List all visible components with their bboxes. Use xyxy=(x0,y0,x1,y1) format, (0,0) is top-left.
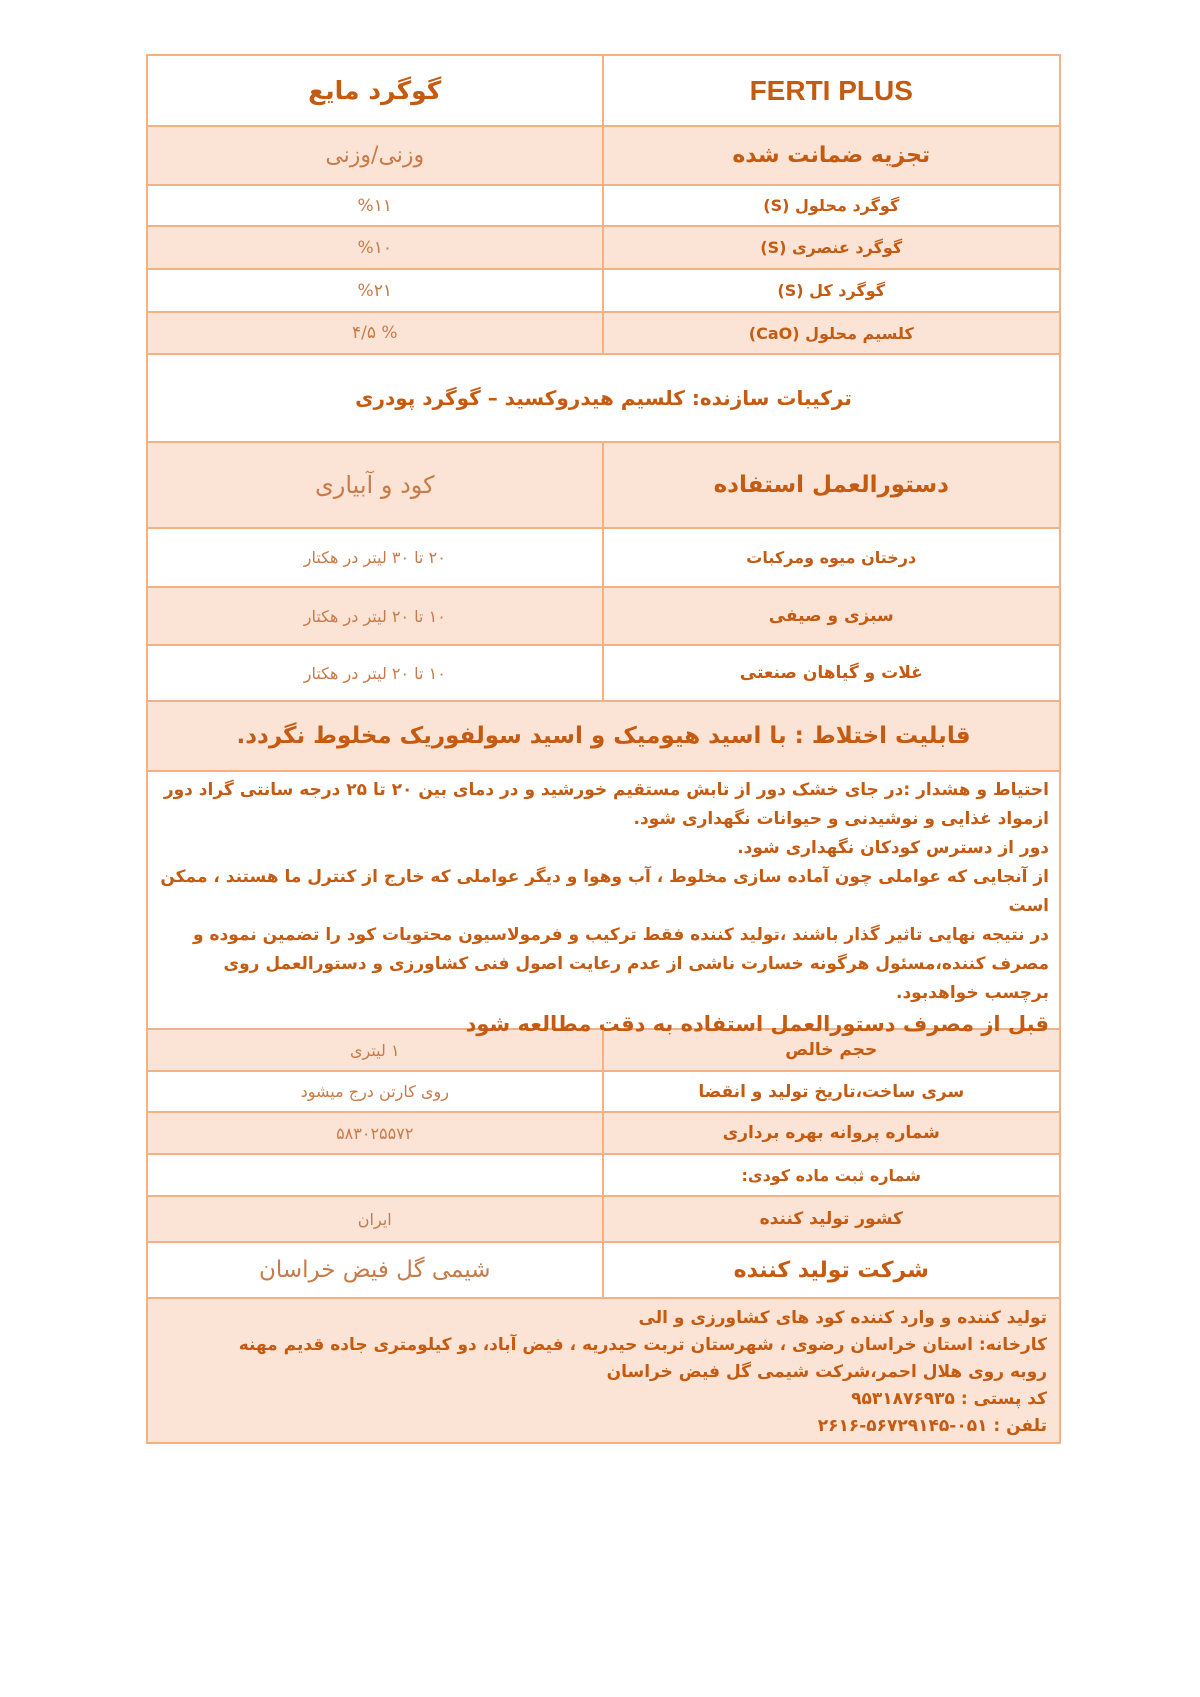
header-row xyxy=(148,56,1059,127)
info-value: ایران xyxy=(148,1197,604,1241)
warnings-block xyxy=(148,772,1059,1036)
info-row xyxy=(148,1030,1059,1072)
analysis-value: %۱۰ xyxy=(148,227,604,268)
analysis-header-row xyxy=(148,127,1059,186)
compatibility-text: قابلیت اختلاط : با اسید هیومیک و اسید سولفوریک مخلوط نگردد. xyxy=(236,723,971,749)
ingredients-row xyxy=(148,355,1059,443)
warning-liability: در نتیجه نهایی تاثیر گذار باشند ،تولید کننده فقط ترکیب و فرمولاسیون محتویات کود را تضمین نموده و مصرف کننده،مسئول هرگونه خسارت ناشی از عدم رعایت اصول فنی کشاورزی و دستورالعمل روی برچسب خواهدبود. xyxy=(193,925,1049,1003)
phone-number: تلفن : ۰۵۱-۵۶۷۲۹۱۴۵-۲۶۱۶ xyxy=(817,1416,1047,1436)
warning-read-instructions: قبل از مصرف دستورالعمل استفاده به دقت مطالعه شود xyxy=(465,1012,1049,1036)
info-label: شماره ثبت ماده کودی: xyxy=(741,1165,921,1185)
usage-row xyxy=(148,646,1059,702)
fertilizer-label-table xyxy=(146,54,1061,1444)
analysis-title: تجزیه ضمانت شده xyxy=(732,143,931,168)
analysis-name: کلسیم محلول (CaO) xyxy=(748,323,914,343)
info-value: روی کارتن درج میشود xyxy=(148,1072,604,1111)
analysis-value: %۱۱ xyxy=(148,186,604,225)
warnings-row xyxy=(148,772,1059,1036)
info-row xyxy=(148,1072,1059,1113)
usage-dose: ۱۰ تا ۲۰ لیتر در هکتار xyxy=(148,588,604,644)
warning-factors: از آنجایی که عواملی چون آماده سازی مخلوط ، آب وهوا و دیگر عواملی که خارج از کنترل ما هستند ، ممکن است xyxy=(160,867,1049,916)
ingredients-text: ترکیبات سازنده: کلسیم هیدروکسید – گوگرد پودری xyxy=(355,386,852,410)
analysis-name: گوگرد کل (S) xyxy=(777,281,886,300)
info-row xyxy=(148,1113,1059,1155)
info-value: شیمی گل فیض خراسان xyxy=(148,1243,604,1297)
warning-storage: احتیاط و هشدار :در جای خشک دور از تابش مستقیم خورشید و در دمای بین ۲۰ تا ۲۵ درجه سانتی گراد دور ازمواد غذایی و نوشیدنی و حیوانات نگهداری شود. xyxy=(163,780,1049,829)
analysis-value: % ۴/۵ xyxy=(148,313,604,353)
usage-dose: ۲۰ تا ۳۰ لیتر در هکتار xyxy=(148,529,604,586)
compatibility-row xyxy=(148,702,1059,772)
usage-crop: غلات و گیاهان صنعتی xyxy=(739,663,923,683)
usage-crop: درختان میوه ومرکبات xyxy=(746,548,917,567)
usage-header-row xyxy=(148,443,1059,529)
analysis-row xyxy=(148,186,1059,227)
info-label: شماره پروانه بهره برداری xyxy=(722,1123,940,1143)
info-row xyxy=(148,1243,1059,1299)
manufacturer-address xyxy=(148,1299,1059,1442)
analysis-row xyxy=(148,270,1059,313)
footer-line: تولید کننده و وارد کننده کود های کشاورزی و الی xyxy=(638,1308,1047,1328)
usage-method: کود و آبیاری xyxy=(148,443,604,527)
info-value: ۵۸۳۰۲۵۵۷۲ xyxy=(148,1113,604,1153)
analysis-value: %۲۱ xyxy=(148,270,604,311)
usage-crop: سبزی و صیفی xyxy=(768,606,894,626)
info-row xyxy=(148,1197,1059,1243)
info-value: ۱ لیتری xyxy=(148,1030,604,1070)
info-label: شرکت تولید کننده xyxy=(733,1257,929,1283)
product-name: گوگرد مایع xyxy=(148,56,604,125)
usage-title: دستورالعمل استفاده xyxy=(713,472,949,498)
usage-dose: ۱۰ تا ۲۰ لیتر در هکتار xyxy=(148,646,604,700)
usage-row xyxy=(148,529,1059,588)
footer-row xyxy=(148,1299,1059,1442)
footer-line: روبه روی هلال احمر،شرکت شیمی گل فیض خراسان xyxy=(606,1362,1047,1382)
info-label: سری ساخت،تاریخ تولید و انقضا xyxy=(698,1081,965,1102)
info-value xyxy=(148,1155,604,1195)
info-label: کشور تولید کننده xyxy=(759,1209,903,1229)
footer-line: کارخانه: استان خراسان رضوی ، شهرستان تربت حیدریه ، فیض آباد، دو کیلومتری جاده قدیم مهنه xyxy=(238,1335,1047,1355)
brand-name: FERTI PLUS xyxy=(749,74,913,106)
warning-children: دور از دسترس کودکان نگهداری شود. xyxy=(737,838,1049,858)
analysis-name: گوگرد عنصری (S) xyxy=(760,238,903,257)
analysis-row xyxy=(148,227,1059,270)
analysis-row xyxy=(148,313,1059,355)
analysis-unit: وزنی/وزنی xyxy=(148,127,604,184)
info-row xyxy=(148,1155,1059,1197)
info-label: حجم خالص xyxy=(785,1040,878,1060)
usage-row xyxy=(148,588,1059,646)
analysis-name: گوگرد محلول (S) xyxy=(763,196,900,215)
postal-code: کد پستی : ۹۵۳۱۸۷۶۹۳۵ xyxy=(851,1389,1047,1409)
